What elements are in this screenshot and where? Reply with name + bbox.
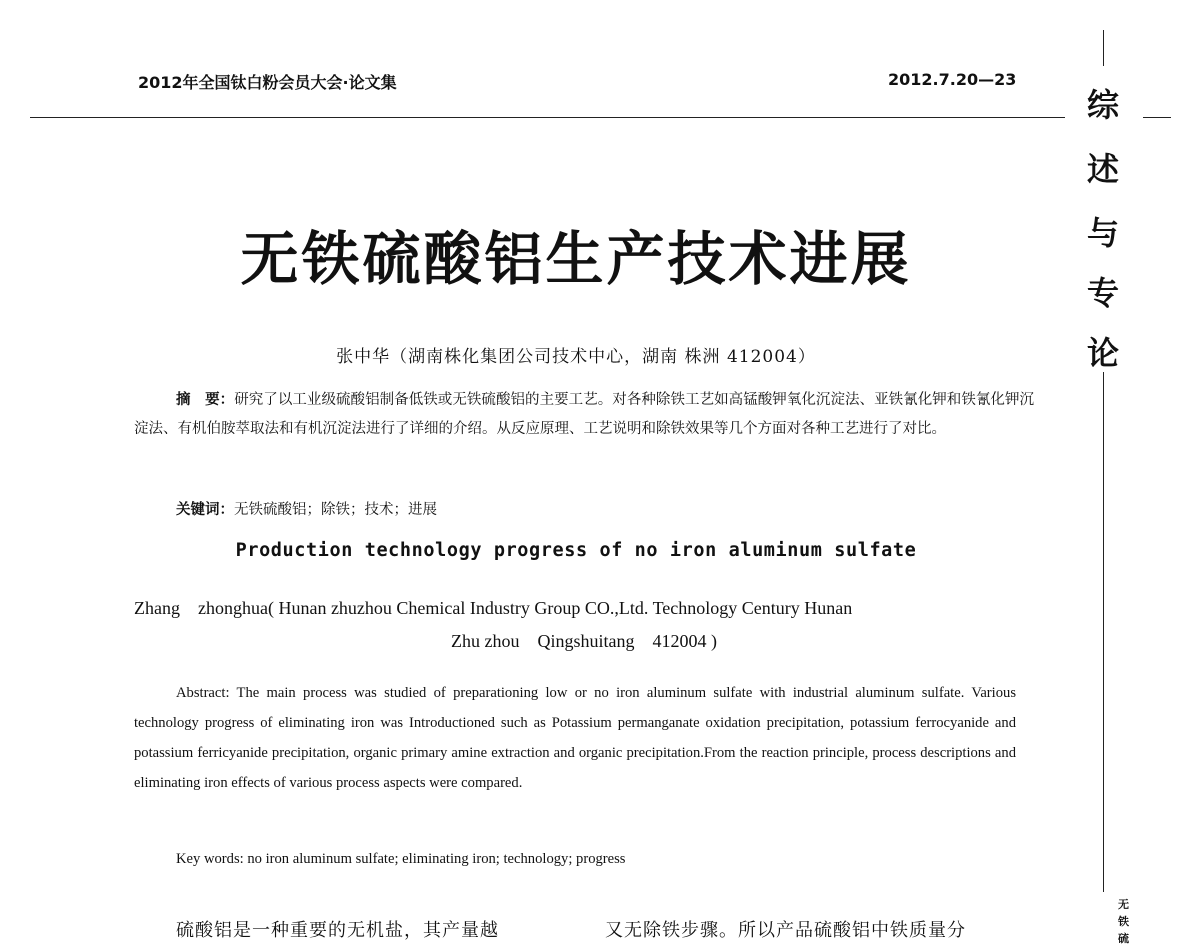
body-text-left-column: 硫酸铝是一种重要的无机盐，其产量越 [176,920,499,941]
side-label-char-4: 专 [1086,274,1119,312]
abstract-cn [134,386,1034,444]
abstract-cn-label: 摘 要： [176,392,235,408]
side-running-title-char-3: 硫 [1118,932,1129,945]
header-date: 2012.7.20—23 [888,70,1017,89]
body-text-right-column: 又无除铁步骤。所以产品硫酸铝中铁质量分 [605,920,966,941]
header-rule-right [1143,117,1171,118]
english-abstract-text: Abstract: The main process was studied of preparationing low or no iron aluminum sulfate with industrial aluminum sulfate. Various technology progress of eliminating iron was Introductioned such as Potassium permanganate oxidation precipitation, potassium ferrocyanide and potassium ferricyanide precipitation, organic primary amine extraction and organic precipitation.From the reaction principle, process descriptions and eliminating iron effects of various process aspects were compared. [134,685,1016,791]
header-proceedings-title: 2012年全国钛白粉会员大会·论文集 [138,73,397,92]
english-author-line-1: Zhang zhonghua( Hunan zhuzhou Chemical Industry Group CO.,Ltd. Technology Century Hunan [134,598,853,618]
english-author-line-2: Zhu zhou Qingshuitang 412004 ) [451,631,717,651]
english-keywords: Key words: no iron aluminum sulfate; eliminating iron; technology; progress [176,851,626,867]
english-abstract [134,678,1016,798]
keywords-cn [176,496,1036,525]
side-running-title-char-2: 铁 [1118,915,1129,928]
keywords-cn-text: 无铁硫酸铝；除铁；技术；进展 [234,502,437,518]
english-title: Production technology progress of no iron aluminum sulfate [235,540,917,561]
side-label-char-1: 综 [1086,86,1119,124]
paper-title: 无铁硫酸铝生产技术进展 [240,225,912,293]
abstract-cn-text: 研究了以工业级硫酸铝制备低铁或无铁硫酸铝的主要工艺。对各种除铁工艺如高锰酸钾氧化沉淀法、亚铁氰化钾和铁氰化钾沉淀法、有机伯胺萃取法和有机沉淀法进行了详细的介绍。从反应原理、工艺说明和除铁效果等几个方面对各种工艺进行了对比。 [134,392,1035,437]
keywords-cn-label: 关键词： [176,502,234,518]
side-label-char-2: 述 [1086,150,1119,188]
english-author [134,592,1034,658]
side-label-char-5: 论 [1086,334,1119,372]
author-affiliation: 张中华（湖南株化集团公司技术中心，湖南 株洲 412004） [336,347,816,367]
side-vertical-line [1103,372,1104,892]
side-running-title-char-1: 无 [1118,898,1129,911]
header-rule [30,117,1065,118]
side-label-char-3: 与 [1086,214,1119,252]
side-vertical-line-top [1103,30,1104,66]
